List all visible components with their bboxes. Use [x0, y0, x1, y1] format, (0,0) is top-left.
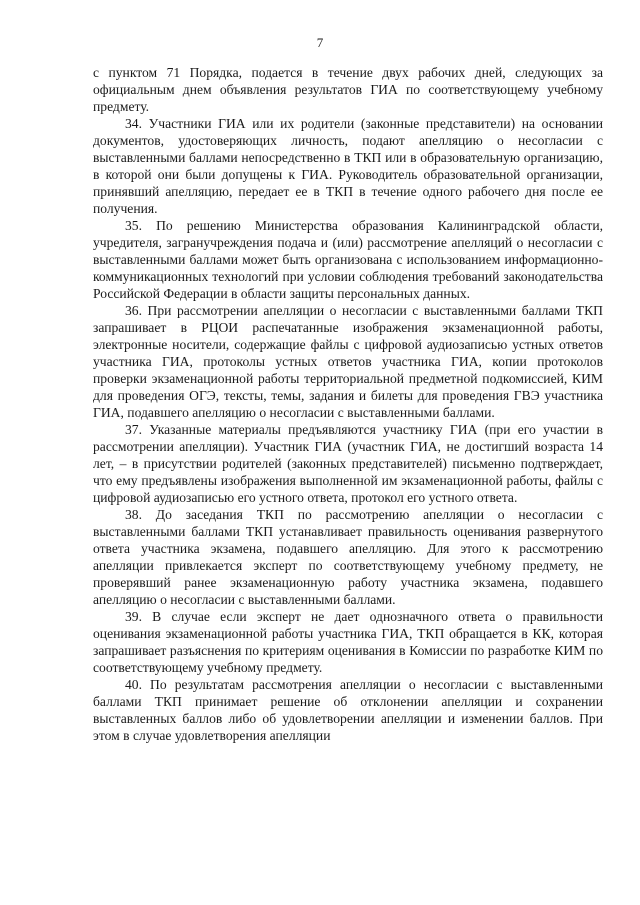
paragraph-35: 35. По решению Министерства образования Калининградской области, учредителя, загранучреждения подача и (или) рассмотрение апелляций о несогласии с выставленными баллами может быть организована с использованием информационно-коммуникационных технологий при условии соблюдения требований законодательства Российской Федерации в области защиты персональных данных. — [93, 218, 603, 301]
document-body — [93, 64, 603, 744]
paragraph-40: 40. По результатам рассмотрения апелляции о несогласии с выставленными баллами ТКП принимает решение об отклонении апелляции и сохранении выставленных баллов либо об удовлетворении апелляции и изменении баллов. При этом в случае удовлетворения апелляции — [93, 677, 603, 743]
paragraph-34: 34. Участники ГИА или их родители (законные представители) на основании документов, удостоверяющих личность, подают апелляцию о несогласии с выставленными баллами непосредственно в ТКП или в образовательную организацию, в которой они были допущены к ГИА. Руководитель образовательной организации, принявший апелляцию, передает ее в ТКП в течение одного рабочего дня после ее получения. — [93, 116, 603, 216]
paragraph-36: 36. При рассмотрении апелляции о несогласии с выставленными баллами ТКП запрашивает в РЦОИ распечатанные изображения экзаменационной работы, электронные носители, содержащие файлы с цифровой аудиозаписью устных ответов участника ГИА, протоколы устных ответов участника ГИА, копии протоколов проверки экзаменационной работы территориальной предметной подкомиссией, КИМ для проведения ОГЭ, тексты, темы, задания и билеты для проведения ГВЭ участника ГИА, подавшего апелляцию о несогласии с выставленными баллами. — [93, 303, 603, 420]
paragraph-37: 37. Указанные материалы предъявляются участнику ГИА (при его участии в рассмотрении апелляции). Участник ГИА (участник ГИА, не достигший возраста 14 лет, – в присутствии родителей (законных представителей) письменно подтверждает, что ему предъявлены изображения выполненной им экзаменационной работы, файлы с цифровой аудиозаписью его устного ответа, протокол его устного ответа. — [93, 422, 603, 505]
page-number: 7 — [316, 35, 324, 50]
paragraph-38: 38. До заседания ТКП по рассмотрению апелляции о несогласии с выставленными баллами ТКП устанавливает правильность оценивания развернутого ответа участника экзамена, подавшего апелляцию. Для этого к рассмотрению апелляции привлекается эксперт по соответствующему учебному предмету, не проверявший ранее экзаменационную работу участника экзамена, подавшего апелляцию о несогласии с выставленными баллами. — [93, 507, 603, 607]
paragraph-39: 39. В случае если эксперт не дает однозначного ответа о правильности оценивания экзаменационной работы участника ГИА, ТКП обращается в КК, которая запрашивает разъяснения по критериям оценивания в Комиссии по разработке КИМ по соответствующему учебному предмету. — [93, 609, 603, 675]
paragraph-continuation: с пунктом 71 Порядка, подается в течение двух рабочих дней, следующих за официальным днем объявления результатов ГИА по соответствующему учебному предмету. — [93, 65, 603, 114]
